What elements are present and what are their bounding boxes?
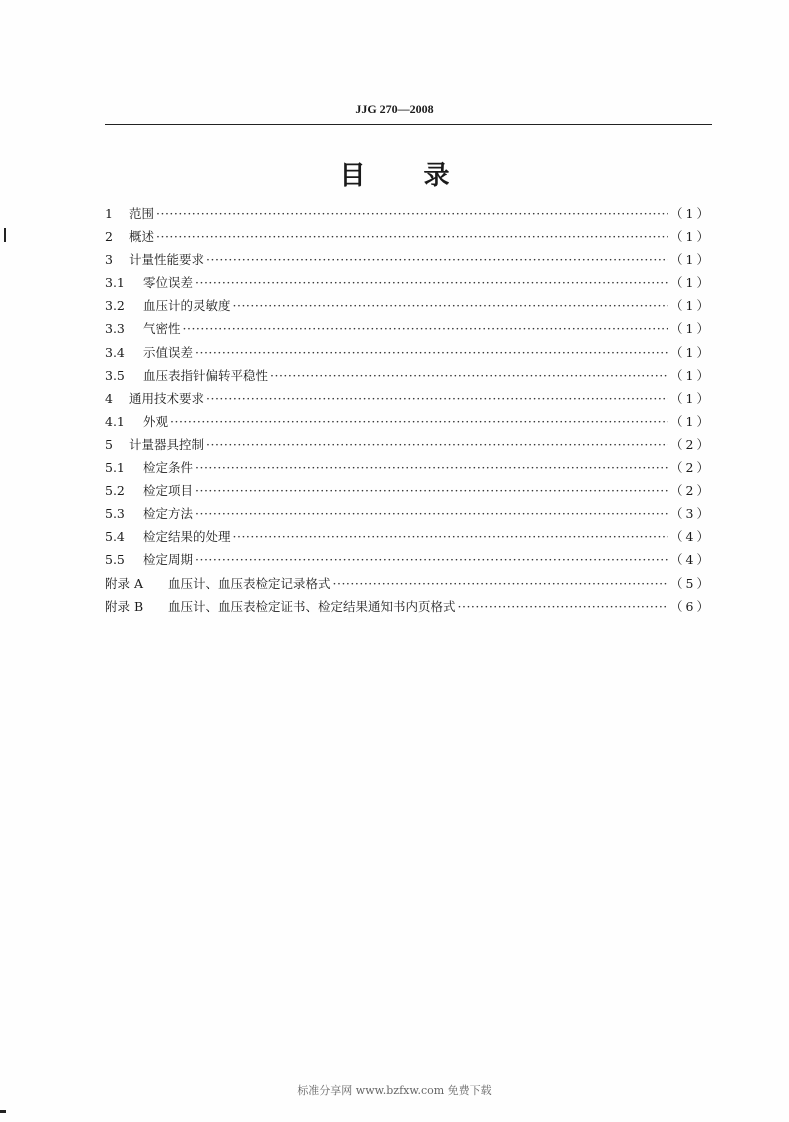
toc-entry-number: 3.3 — [105, 321, 125, 337]
toc-dot-leader — [156, 206, 668, 221]
toc-entry-number: 1 — [105, 206, 113, 221]
toc-entry[interactable] — [105, 319, 712, 342]
toc-dot-leader — [156, 229, 668, 244]
toc-dot-leader — [195, 275, 668, 290]
toc-dot-leader — [195, 506, 668, 521]
toc-entry-page: （1） — [670, 413, 712, 429]
footer-watermark: 标准分享网 www.bzfxw.com 免费下载 — [297, 1084, 492, 1097]
toc-entry-title: 通用技术要求 — [129, 390, 205, 406]
toc-dot-leader — [195, 460, 668, 475]
toc-entry[interactable] — [105, 343, 712, 366]
toc-entry-page: （1） — [670, 344, 712, 360]
toc-entry-number: 5.4 — [105, 529, 125, 545]
toc-entry[interactable] — [105, 366, 712, 389]
page-title: 目录 — [339, 161, 508, 191]
toc-entry-title: 血压计、血压表检定证书、检定结果通知书内页格式 — [168, 598, 456, 614]
toc-dot-leader — [183, 321, 669, 336]
toc-entry-title: 示值误差 — [143, 344, 194, 360]
toc-entry-title: 血压计的灵敏度 — [143, 298, 231, 314]
toc-entry-number: 5.3 — [105, 506, 125, 522]
toc-entry-number: 4 — [105, 390, 113, 406]
toc-entry-page: （1） — [670, 321, 712, 337]
toc-entry-page: （1） — [670, 298, 712, 314]
toc-entry[interactable] — [105, 435, 712, 458]
toc-entry-number: 5.1 — [105, 460, 125, 476]
toc-entry[interactable] — [105, 250, 712, 273]
toc-entry-number: 5.2 — [105, 483, 125, 499]
toc-entry-page: （4） — [670, 552, 712, 568]
toc-entry-number: 附录 B — [105, 598, 144, 614]
toc-dot-leader — [270, 368, 668, 383]
toc-entry[interactable] — [105, 527, 712, 550]
toc-entry-page: （1） — [670, 367, 712, 383]
document-code: JJG 270—2008 — [355, 102, 434, 116]
toc-dot-leader — [206, 437, 668, 452]
toc-entry-title: 检定条件 — [143, 460, 194, 476]
toc-entry-title: 检定项目 — [143, 483, 194, 499]
toc-entry-number: 5.5 — [105, 552, 125, 568]
toc-entry-page: （3） — [670, 506, 712, 522]
toc-entry-page: （6） — [670, 598, 712, 614]
toc-dot-leader — [233, 298, 669, 313]
scan-mark — [4, 228, 6, 242]
toc-entry-number: 5 — [105, 436, 113, 452]
toc-entry-page: （1） — [670, 252, 712, 268]
toc-entry-title: 概述 — [129, 229, 155, 245]
header-rule — [105, 124, 712, 125]
toc-dot-leader — [233, 529, 669, 544]
toc-entry-title: 检定结果的处理 — [143, 529, 231, 545]
toc-entry-title: 检定周期 — [143, 552, 194, 568]
toc-entry[interactable] — [105, 389, 712, 412]
toc-entry-title: 计量器具控制 — [129, 436, 205, 452]
toc-entry[interactable] — [105, 597, 712, 620]
toc-entry-title: 检定方法 — [143, 506, 194, 522]
toc-entry[interactable] — [105, 550, 712, 573]
toc-entry-number: 3.5 — [105, 367, 125, 383]
toc-dot-leader — [206, 391, 668, 406]
toc-dot-leader — [333, 576, 669, 591]
toc-entry-number: 3.2 — [105, 298, 125, 314]
toc-dot-leader — [195, 345, 668, 360]
toc-entry[interactable] — [105, 296, 712, 319]
table-of-contents — [105, 204, 712, 620]
toc-entry-number: 2 — [105, 229, 113, 245]
toc-entry-page: （2） — [670, 460, 712, 476]
toc-entry[interactable] — [105, 227, 712, 250]
toc-dot-leader — [206, 252, 668, 267]
toc-entry[interactable] — [105, 412, 712, 435]
toc-entry-title: 气密性 — [143, 321, 181, 337]
toc-entry-page: （2） — [670, 436, 712, 452]
toc-dot-leader — [170, 414, 668, 429]
toc-entry-page: （2） — [670, 483, 712, 499]
toc-entry-number: 3.4 — [105, 344, 125, 360]
toc-entry[interactable] — [105, 458, 712, 481]
toc-entry-title: 计量性能要求 — [129, 252, 205, 268]
toc-entry-page: （1） — [670, 275, 712, 291]
toc-entry-title: 范围 — [129, 206, 155, 221]
toc-entry[interactable] — [105, 481, 712, 504]
toc-entry-title: 血压计、血压表检定记录格式 — [168, 575, 331, 591]
toc-entry-number: 附录 A — [105, 575, 144, 591]
toc-entry-page: （1） — [670, 206, 712, 221]
toc-entry[interactable] — [105, 273, 712, 296]
toc-entry-title: 零位误差 — [143, 275, 194, 291]
toc-entry-page: （1） — [670, 390, 712, 406]
toc-entry-title: 外观 — [143, 413, 169, 429]
toc-entry-page: （4） — [670, 529, 712, 545]
toc-dot-leader — [195, 483, 668, 498]
toc-entry-number: 3 — [105, 252, 113, 268]
toc-dot-leader — [458, 599, 669, 614]
toc-entry-title: 血压表指针偏转平稳性 — [143, 367, 269, 383]
toc-entry[interactable] — [105, 574, 712, 597]
toc-entry-page: （1） — [670, 229, 712, 245]
toc-entry-number: 4.1 — [105, 413, 125, 429]
toc-entry[interactable] — [105, 204, 712, 227]
scan-mark — [0, 1110, 6, 1113]
toc-entry[interactable] — [105, 504, 712, 527]
toc-entry-page: （5） — [670, 575, 712, 591]
toc-entry-number: 3.1 — [105, 275, 125, 291]
toc-dot-leader — [195, 552, 668, 567]
